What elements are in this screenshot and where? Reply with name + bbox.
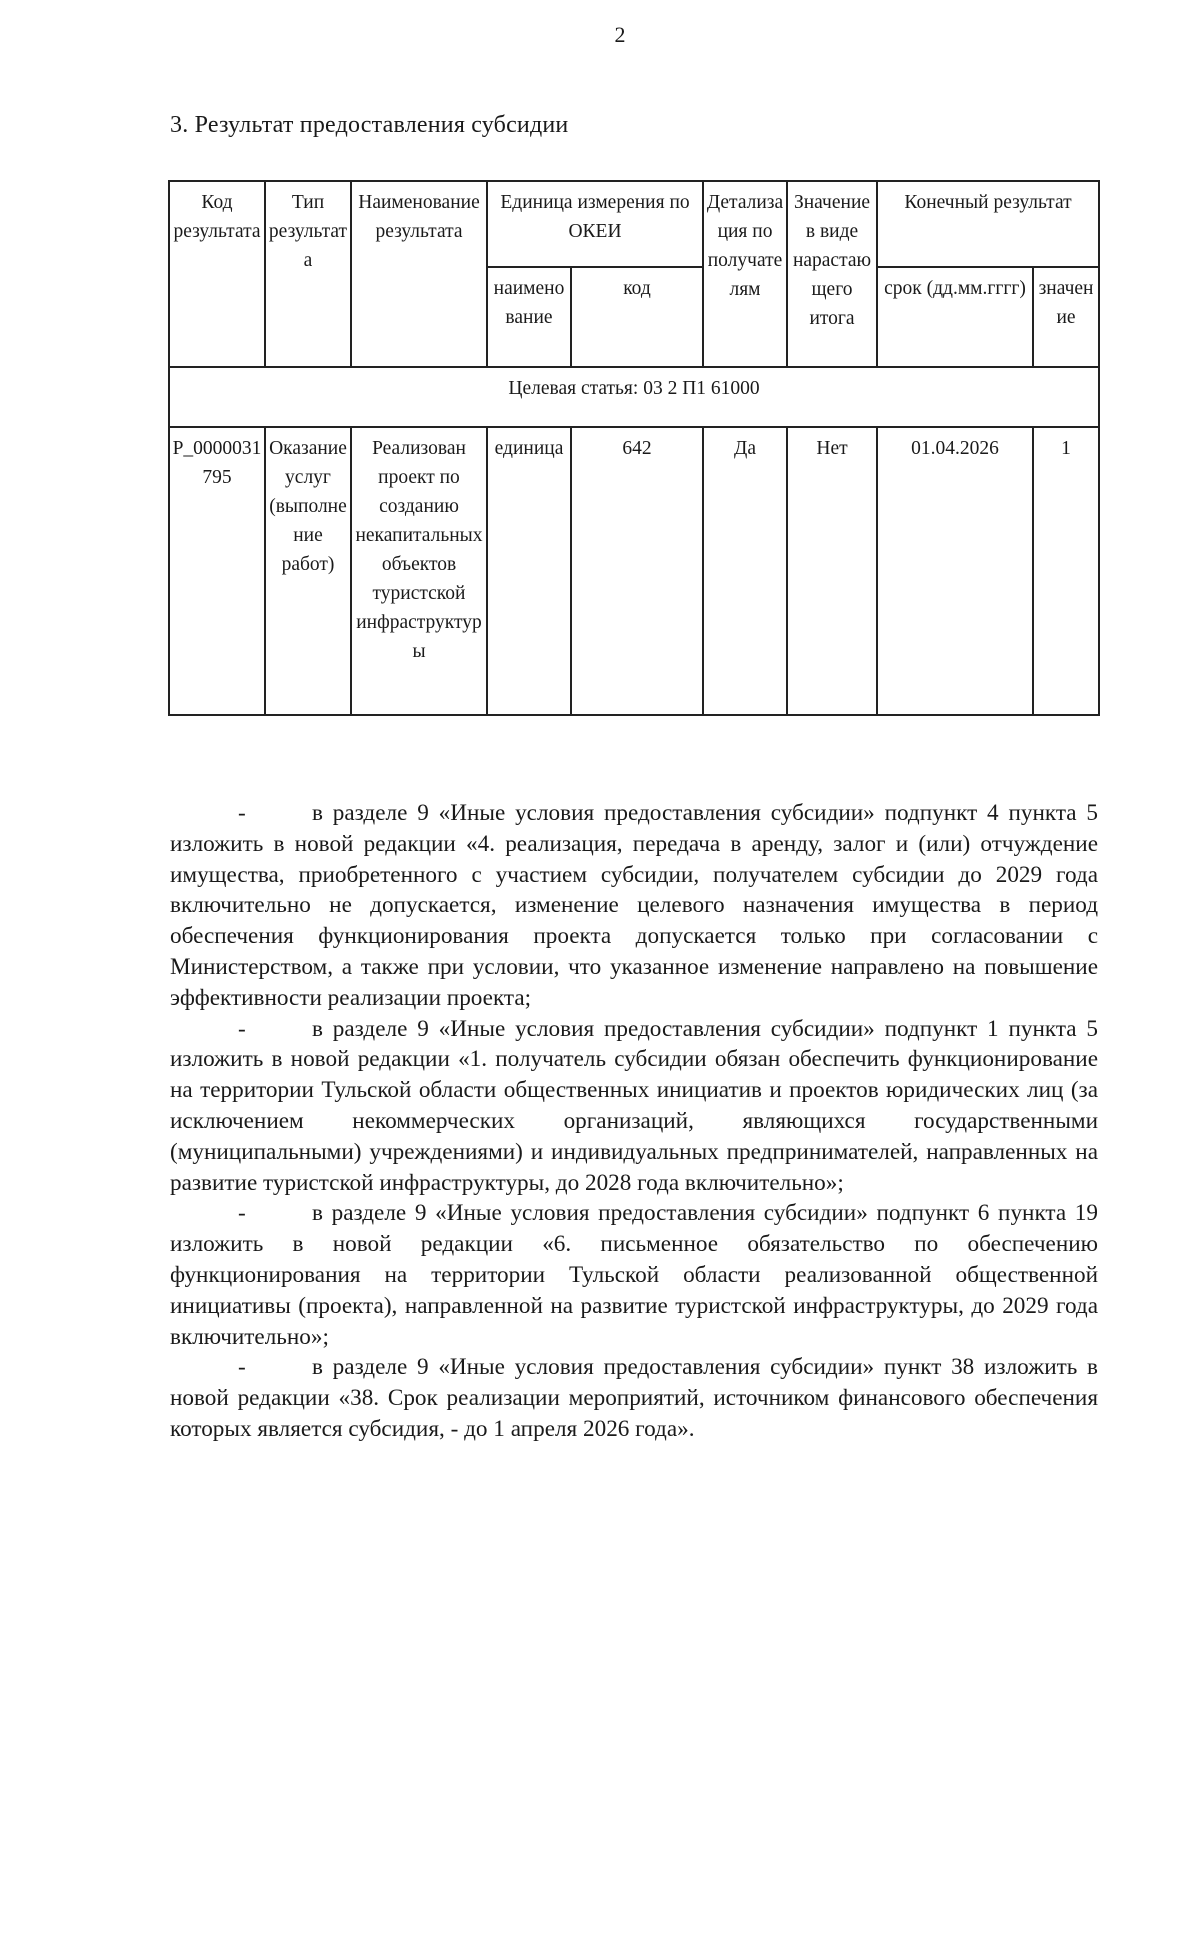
header-detail: Детализация по получателям [703, 181, 787, 367]
paragraph-text: в разделе 9 «Иные условия предоставления субсидии» подпункт 1 пункта 5 изложить в новой редакции «1. получатель субсидии обязан обеспечить функционирование на территории Тульской области общественных инициатив и проектов юридических лиц (за исключением некоммерческих организаций, являющихся государственными (муниципальными) учреждениями) и индивидуальных предпринимателей, направленных на развитие туристской инфраструктуры, до 2028 года включительно»; [170, 1015, 1098, 1196]
paragraph-text: в разделе 9 «Иные условия предоставления субсидии» подпункт 4 пункта 5 изложить в новой редакции «4. реализация, передача в аренду, залог и (или) отчуждение имущества, приобретенного с участием субсидии, получателем субсидии до 2029 года включительно не допускается, изменение целевого назначения имущества в период обеспечения функционирования проекта допускается только при согласовании с Министерством, а также при условии, что указанное изменение направлено на повышение эффективности реализации проекта; [170, 800, 1098, 1011]
amendment-paragraph [170, 1352, 1098, 1444]
header-final-value: значение [1033, 267, 1099, 367]
cell-final-date: 01.04.2026 [877, 427, 1033, 715]
target-article: Целевая статья: 03 2 П1 61000 [169, 367, 1099, 427]
cell-code: P_0000031795 [169, 427, 265, 715]
cell-cumulative: Нет [787, 427, 877, 715]
cell-name: Реализован проект по созданию некапитальных объектов туристской инфраструктуры [351, 427, 487, 715]
cell-unit-name: единица [487, 427, 571, 715]
amendment-paragraph [170, 798, 1098, 1014]
paragraph-text: в разделе 9 «Иные условия предоставления субсидии» подпункт 6 пункта 19 изложить в новой редакции «6. письменное обязательство по обеспечению функционирования на территории Тульской области реализованной общественной инициативы (проекта), направленной на развитие туристской инфраструктуры, до 2029 года включительно»; [170, 1200, 1098, 1350]
bullet-dash: - [238, 800, 246, 826]
bullet-dash: - [238, 1015, 246, 1042]
header-final: Конечный результат [877, 181, 1099, 267]
cell-unit-code: 642 [571, 427, 703, 715]
header-unit-code: код [571, 267, 703, 367]
header-code: Код результата [169, 181, 265, 367]
amendment-paragraph [170, 1014, 1098, 1199]
bullet-dash: - [238, 1200, 246, 1227]
page-number: 2 [614, 22, 626, 47]
amendment-paragraph [170, 1198, 1098, 1352]
header-type: Тип результата [265, 181, 351, 367]
header-name: Наименование результата [351, 181, 487, 367]
target-article-row [169, 367, 1099, 427]
header-unit-name: наименование [487, 267, 571, 367]
table-header-row [169, 181, 1099, 267]
header-unit: Единица измерения по ОКЕИ [487, 181, 703, 267]
section-heading: 3. Результат предоставления субсидии [170, 112, 569, 138]
results-table [168, 180, 1100, 716]
amendments-text [170, 798, 1098, 1445]
cell-final-value: 1 [1033, 427, 1099, 715]
cell-detail: Да [703, 427, 787, 715]
table-row [169, 427, 1099, 715]
header-cumulative: Значение в виде нарастающего итога [787, 181, 877, 367]
header-final-date: срок (дд.мм.гггг) [877, 267, 1033, 367]
bullet-dash: - [238, 1354, 246, 1381]
paragraph-text: в разделе 9 «Иные условия предоставления субсидии» пункт 38 изложить в новой редакции «38. Срок реализации мероприятий, источником финансового обеспечения которых является субсидия, - до 1 апреля 2026 года». [170, 1354, 1098, 1442]
cell-type: Оказание услуг (выполнение работ) [265, 427, 351, 715]
